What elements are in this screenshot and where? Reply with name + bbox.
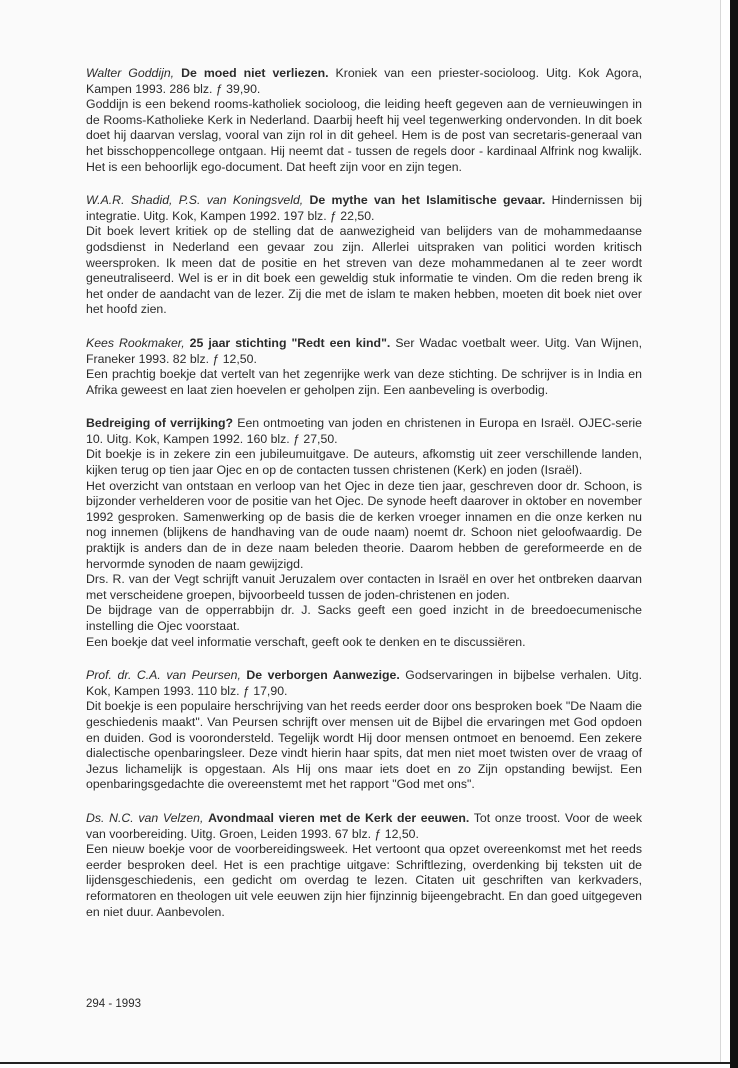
review-paragraph: Goddijn is een bekend rooms-katholiek socioloog, die leiding heeft gegeven aan de vernieuwingen in de Rooms-Katholieke Kerk in Nederland. Daarbij heeft hij veel tegenwerking ondervonden. In dit boek doet hij daarvan verslag, vooral van zijn rol in dit geheel. Hem is de post van secretaris-generaal van het bisschoppencollege ontgaan. Hij neemt dat - tussen de regels door - kardinaal Alfrink nog kwalijk. Het is een behoorlijk ego-document. Dat heeft zijn voor en zijn tegen. xyxy=(86,97,642,174)
review-title: De mythe van het Islamitische gevaar. xyxy=(309,193,546,208)
scan-edge-bar xyxy=(730,0,738,1068)
review-paragraph: Een nieuw boekje voor de voorbereidingsweek. Het vertoont qua opzet overeenkomst met het reeds eerder besproken deel. Het is een prachtige uitgave: Schriftlezing, overdenking bij teksten uit de lijdensgeschiedenis, een gedicht om overdag te lezen. Citaten uit geschriften van kerkvaders, reformatoren en theologen uit vele eeuwen zijn hier fijnzinnig bijeengebracht. En dan goed uitgegeven en niet duur. Aanbevolen. xyxy=(86,842,642,919)
review-citation: Hindernissen bij integratie. Uitg. Kok, Kampen 1992. 197 blz. ƒ 22,50. xyxy=(86,193,643,223)
review-author: Ds. N.C. van Velzen, xyxy=(86,810,204,825)
review-title: Bedreiging of verrijking? xyxy=(86,416,234,431)
review-heading xyxy=(86,668,642,699)
review-citation: Kroniek van een priester-socioloog. Uitg. Kok Agora, Kampen 1993. 286 blz. ƒ 39,90. xyxy=(86,66,642,96)
review-title: De moed niet verliezen. xyxy=(181,66,329,80)
review-citation: Tot onze troost. Voor de week van voorbereiding. Uitg. Groen, Leiden 1993. 67 blz. ƒ 12,50. xyxy=(86,810,642,841)
review-item xyxy=(86,811,642,920)
review-item xyxy=(86,66,642,175)
review-citation: Ser Wadac voetbalt weer. Uitg. Van Wijnen, Franeker 1993. 82 blz. ƒ 12,50. xyxy=(86,335,643,366)
review-item xyxy=(86,668,642,793)
review-title: Avondmaal vieren met de Kerk der eeuwen. xyxy=(208,810,470,825)
review-heading xyxy=(86,811,642,842)
review-author: W.A.R. Shadid, P.S. van Koningsveld, xyxy=(86,193,304,208)
review-citation: Godservaringen in bijbelse verhalen. Uitg. Kok, Kampen 1993. 110 blz. ƒ 17,90. xyxy=(86,668,642,698)
review-heading xyxy=(86,336,642,367)
review-paragraph: Een boekje dat veel informatie verschaft, geeft ook te denken en te discussiëren. xyxy=(86,634,526,649)
review-heading xyxy=(86,416,642,447)
review-item xyxy=(86,416,642,650)
review-heading xyxy=(86,193,642,224)
review-list xyxy=(86,66,642,938)
review-citation: Een ontmoeting van joden en christenen in Europa en Israël. OJEC-serie 10. Uitg. Kok, Kampen 1992. 160 blz. ƒ 27,50. xyxy=(86,416,642,446)
review-paragraph: Drs. R. van der Vegt schrijft vanuit Jeruzalem over contacten in Israël en over het ontbreken daarvan met verscheidene groepen, bijvoorbeeld tussen de joden-christenen en joden. xyxy=(86,572,642,602)
review-paragraph: Dit boekje is een populaire herschrijving van het reeds eerder door ons besproken boek "De Naam die geschiedenis maakt". Van Peursen schrijft over mensen uit de Bijbel die ervaringen met God opdoen en duiden. God is voorondersteld. Tegelijk wordt Hij door mensen ontmoet en benoemd. Een zekere dialectische openbaringsleer. Deze vindt hierin haar spits, dat men niet moet twisten over de vraag of Jezus lichamelijk is opgestaan. Als Hij ons maar iets doet en zo Zijn opstanding bewijst. Een openbaringsgedachte die overeenstemt met het rapport "God met ons". xyxy=(86,699,642,792)
review-item xyxy=(86,336,642,398)
review-paragraph: Dit boek levert kritiek op de stelling dat de aanwezigheid van belijders van de mohammedaanse godsdienst in Nederland een gevaar zou zijn. Allerlei uitspraken van politici worden kritisch weersproken. Ik meen dat de positie en het streven van deze mohammedanen al te zeer wordt geneutraliseerd. Wel is er in dit boek een geweldig stuk informatie te vinden. Om die reden breng ik het onder de aandacht van de lezer. Zij die met de islam te maken hebben, moeten dit boek niet over het hoofd zien. xyxy=(86,224,642,317)
review-paragraph: Dit boekje is in zekere zin een jubileumuitgave. De auteurs, afkomstig uit zeer verschillende landen, kijken terug op tien jaar Ojec en op de contacten tussen christenen (Kerk) en joden (Israël). xyxy=(86,447,642,478)
review-heading xyxy=(86,66,642,97)
review-paragraph: Het overzicht van ontstaan en verloop van het Ojec in deze tien jaar, geschreven door dr. Schoon, is bijzonder verhelderen voor de positie van het Ojec. De synode heeft daarover in oktober en november 1992 gesproken. Samenwerking op de basis die de kerken vroeger innamen en die onze kerken nu nog innemen (blijkens de handhaving van de oude naam) noemt dr. Schoon niet geloofwaardig. De praktijk is anders dan de in deze naam beleden theorie. Daarom hebben de gereformeerde en de hervormde synoden de naam gewijzigd. xyxy=(86,478,642,571)
review-author: Kees Rookmaker, xyxy=(86,335,185,350)
review-item xyxy=(86,193,642,318)
review-author: Walter Goddijn, xyxy=(86,66,175,80)
review-paragraph: De bijdrage van de opperrabbijn dr. J. Sacks geeft een goed inzicht in de breedoecumenische instelling die Ojec voorstaat. xyxy=(86,603,642,633)
review-title: De verborgen Aanwezige. xyxy=(246,668,400,683)
page-number: 294 - 1993 xyxy=(86,998,141,1010)
review-author: Prof. dr. C.A. van Peursen, xyxy=(86,668,241,683)
scan-bottom-edge xyxy=(0,1062,730,1064)
review-title: 25 jaar stichting "Redt een kind". xyxy=(189,335,391,350)
review-paragraph: Een prachtig boekje dat vertelt van het zegenrijke werk van deze stichting. De schrijver is in India en Afrika geweest en laat zien hoevelen er geholpen zijn. Een aanbeveling is overbodig. xyxy=(86,367,642,397)
